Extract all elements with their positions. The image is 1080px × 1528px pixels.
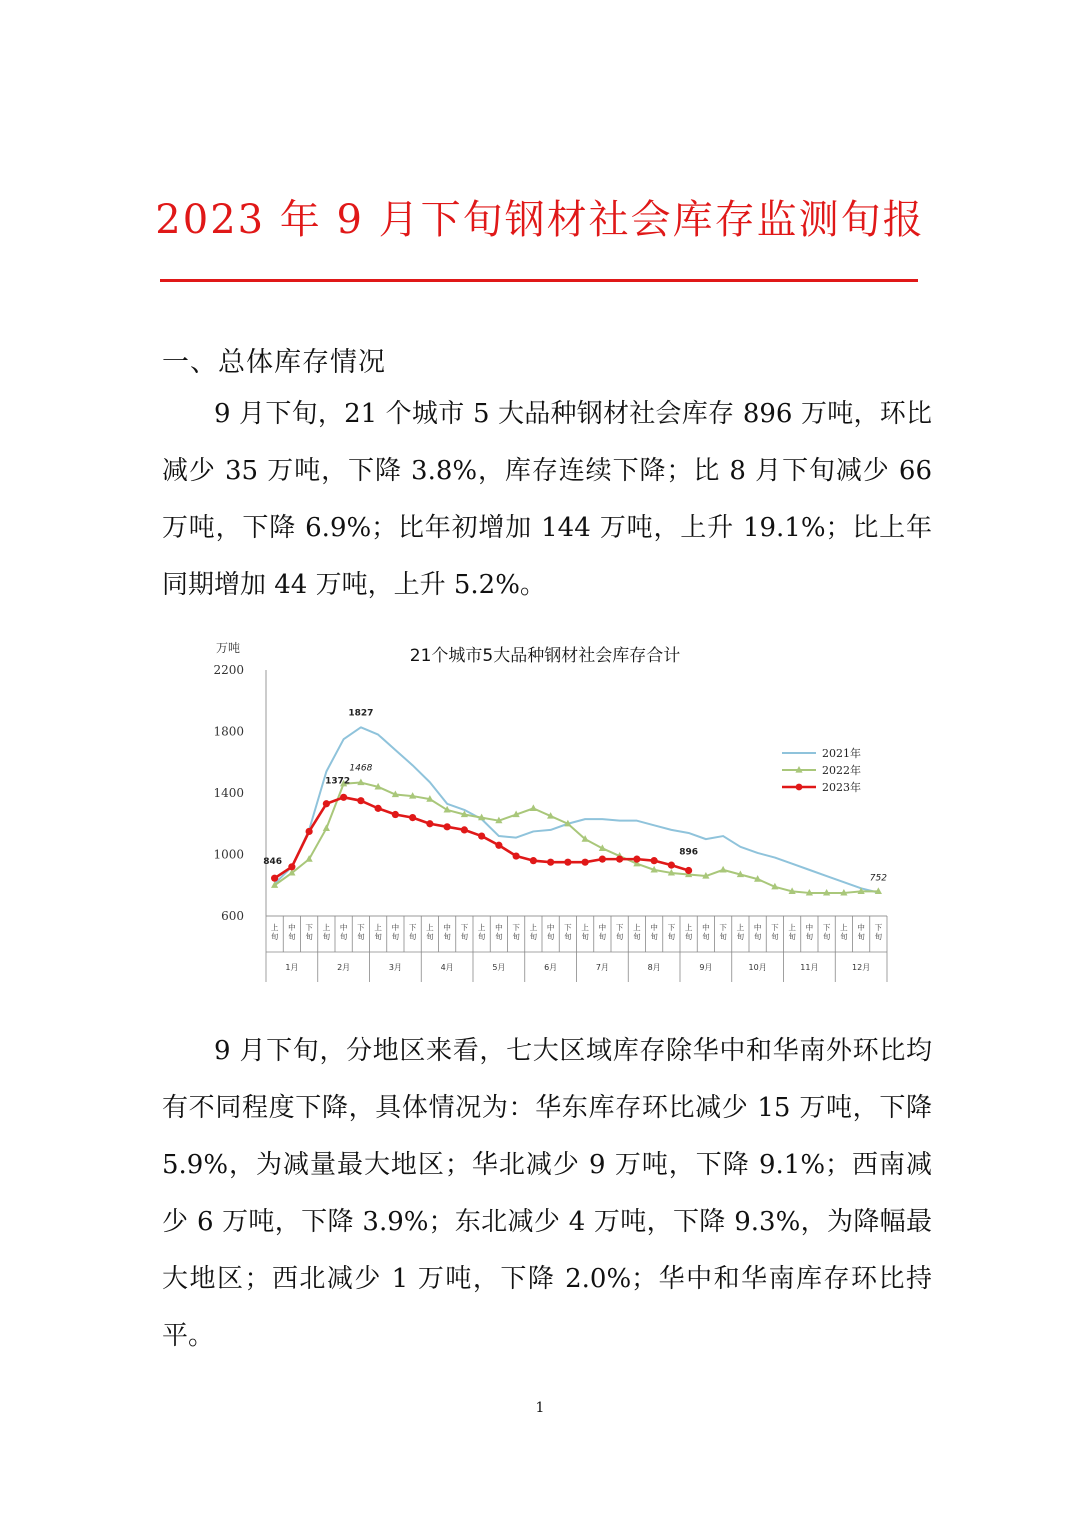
series-point — [392, 811, 399, 818]
series-point — [720, 866, 727, 873]
x-period-label: 上 — [477, 923, 486, 932]
x-period-label: 上 — [322, 923, 331, 932]
series-point — [616, 856, 623, 863]
x-period-label: 下 — [512, 923, 520, 932]
data-label: 1827 — [348, 708, 374, 719]
x-month-label: 3月 — [388, 963, 402, 972]
x-period-label: 旬 — [805, 932, 814, 941]
x-period-label: 中 — [495, 923, 503, 932]
x-period-label: 中 — [339, 923, 348, 932]
series-point — [547, 859, 554, 866]
x-period-label: 旬 — [719, 932, 727, 941]
x-period-label: 旬 — [460, 932, 469, 941]
report-title: 2023 年 9 月下旬钢材社会库存监测旬报 — [155, 197, 925, 243]
x-month-label: 6月 — [544, 963, 558, 972]
x-period-label: 下 — [564, 923, 572, 932]
x-period-label: 中 — [391, 923, 400, 932]
x-period-label: 旬 — [322, 932, 331, 941]
x-period-label: 旬 — [857, 932, 865, 941]
x-period-label: 下 — [667, 923, 676, 932]
series-point — [461, 826, 468, 833]
x-period-label: 旬 — [443, 932, 451, 941]
x-period-label: 旬 — [874, 932, 883, 941]
legend — [782, 746, 861, 794]
legend-label: 2023年 — [822, 781, 861, 794]
x-period-label: 旬 — [633, 932, 641, 941]
x-month-label: 5月 — [492, 963, 506, 972]
x-period-label: 下 — [771, 923, 779, 932]
x-period-label: 下 — [408, 923, 417, 932]
x-period-label: 中 — [546, 923, 555, 932]
series-point — [288, 863, 295, 870]
page-number: 1 — [535, 1400, 545, 1416]
x-period-label: 旬 — [305, 932, 313, 941]
x-period-label: 旬 — [546, 932, 555, 941]
data-labels — [263, 708, 887, 883]
x-period-label: 旬 — [339, 932, 348, 941]
series-point — [564, 859, 571, 866]
series-point — [478, 832, 485, 839]
x-month-label: 2月 — [337, 963, 351, 972]
x-period-label: 上 — [788, 923, 796, 932]
series-point — [651, 857, 658, 864]
summary-paragraph: 9 月下旬，21 个城市 5 大品种钢材社会库存 896 万吨，环比减少 35 万吨，下降 3.8%，库存连续下降；比 8 月下旬减少 66 万吨，下降 6.9%；比年初增加 144 万吨，上升 19.1%；比上年同期增加 44 万吨，上升 5.2%。 — [162, 399, 932, 600]
x-period-label: 旬 — [529, 932, 538, 941]
x-period-label: 中 — [753, 923, 762, 932]
x-period-label: 上 — [736, 923, 745, 932]
series-point — [323, 800, 330, 807]
x-period-label: 中 — [857, 923, 865, 932]
y-tick-label: 600 — [221, 909, 244, 923]
x-period-label: 下 — [305, 923, 313, 932]
series-point — [426, 820, 433, 827]
x-period-label: 下 — [822, 923, 831, 932]
x-period-label: 下 — [615, 923, 624, 932]
x-month-label: 12月 — [852, 963, 871, 972]
x-period-label: 旬 — [753, 932, 762, 941]
series-point — [357, 797, 364, 804]
x-month-label: 4月 — [440, 963, 454, 972]
series-point — [271, 875, 278, 882]
x-period-label: 中 — [598, 923, 607, 932]
x-period-label: 中 — [288, 923, 296, 932]
series-point — [340, 794, 347, 801]
title-divider — [160, 279, 918, 282]
y-tick-label: 1000 — [213, 847, 244, 862]
x-period-label: 旬 — [822, 932, 831, 941]
data-label: 1372 — [325, 776, 351, 787]
x-period-label: 旬 — [736, 932, 745, 941]
series-point — [375, 805, 382, 812]
x-period-label: 旬 — [598, 932, 607, 941]
x-period-label: 中 — [650, 923, 658, 932]
series-point — [685, 867, 692, 874]
x-month-label: 7月 — [595, 963, 609, 972]
x-period-label: 上 — [426, 923, 434, 932]
y-tick-label: 1400 — [213, 786, 244, 800]
x-period-label: 上 — [529, 923, 538, 932]
x-period-label: 旬 — [477, 932, 486, 941]
x-period-label: 上 — [581, 923, 589, 932]
y-tick-label: 2200 — [213, 663, 244, 677]
x-period-label: 旬 — [788, 932, 796, 941]
legend-marker — [796, 784, 803, 791]
series-line-1 — [275, 783, 879, 893]
series-point — [530, 857, 537, 864]
x-period-label: 旬 — [771, 932, 779, 941]
chart-canvas — [200, 630, 900, 990]
x-period-label: 上 — [840, 923, 848, 932]
x-period-label: 旬 — [702, 932, 710, 941]
x-period-label: 中 — [443, 923, 451, 932]
series-point — [306, 828, 313, 835]
section-heading: 一、总体库存情况 — [162, 347, 386, 378]
x-period-label: 旬 — [840, 932, 848, 941]
x-month-label: 9月 — [699, 963, 713, 972]
x-period-label: 中 — [702, 923, 710, 932]
regional-paragraph: 9 月下旬，分地区来看，七大区域库存除华中和华南外环比均有不同程度下降，具体情况为：华东库存环比减少 15 万吨，下降 5.9%，为减量最大地区；华北减少 9 万吨，下降 9.1%；西南减少 6 万吨，下降 3.9%；东北减少 4 万吨，下降 9.3%，为降幅最大地区；西北减少 1 万吨，下降 2.0%；华中和华南库存环比持平。 — [162, 1036, 932, 1351]
x-period-label: 旬 — [650, 932, 658, 941]
x-month-label: 1月 — [285, 963, 299, 972]
x-period-label: 旬 — [564, 932, 572, 941]
x-month-label: 10月 — [748, 963, 767, 972]
y-axis-unit: 万吨 — [216, 641, 241, 655]
x-period-label: 上 — [374, 923, 382, 932]
x-period-label: 上 — [684, 923, 693, 932]
series-point — [530, 804, 537, 811]
x-period-label: 旬 — [684, 932, 693, 941]
x-period-label: 上 — [633, 923, 641, 932]
x-period-label: 旬 — [270, 932, 279, 941]
inventory-line-chart — [200, 630, 900, 990]
series-point — [633, 856, 640, 863]
data-label: 896 — [679, 847, 699, 858]
x-period-label: 旬 — [667, 932, 676, 941]
series-point — [409, 814, 416, 821]
x-period-label: 旬 — [615, 932, 624, 941]
x-period-label: 中 — [805, 923, 814, 932]
x-period-label: 旬 — [357, 932, 365, 941]
x-period-label: 旬 — [374, 932, 382, 941]
x-period-label: 下 — [460, 923, 469, 932]
x-month-label: 11月 — [800, 963, 819, 972]
data-label: 752 — [869, 873, 887, 884]
series-point — [495, 842, 502, 849]
x-period-label: 旬 — [512, 932, 520, 941]
series-point — [513, 852, 520, 859]
data-label: 846 — [263, 857, 283, 868]
x-period-label: 旬 — [426, 932, 434, 941]
legend-label: 2021年 — [822, 747, 861, 760]
series-point — [599, 856, 606, 863]
chart-title: 21个城市5大品种钢材社会库存合计 — [409, 646, 681, 666]
x-period-label: 下 — [874, 923, 883, 932]
series-point — [444, 823, 451, 830]
x-period-label: 旬 — [408, 932, 417, 941]
x-period-label: 上 — [270, 923, 279, 932]
x-period-label: 下 — [357, 923, 365, 932]
x-period-label: 旬 — [495, 932, 503, 941]
y-tick-label: 1800 — [213, 724, 244, 739]
series-point — [582, 859, 589, 866]
data-label: 1468 — [349, 763, 373, 774]
x-period-label: 旬 — [391, 932, 400, 941]
legend-label: 2022年 — [822, 764, 861, 777]
x-period-label: 下 — [719, 923, 727, 932]
x-period-label: 旬 — [288, 932, 296, 941]
x-period-label: 旬 — [581, 932, 589, 941]
x-month-label: 8月 — [647, 963, 661, 972]
series-point — [668, 862, 675, 869]
series-point — [323, 824, 330, 831]
